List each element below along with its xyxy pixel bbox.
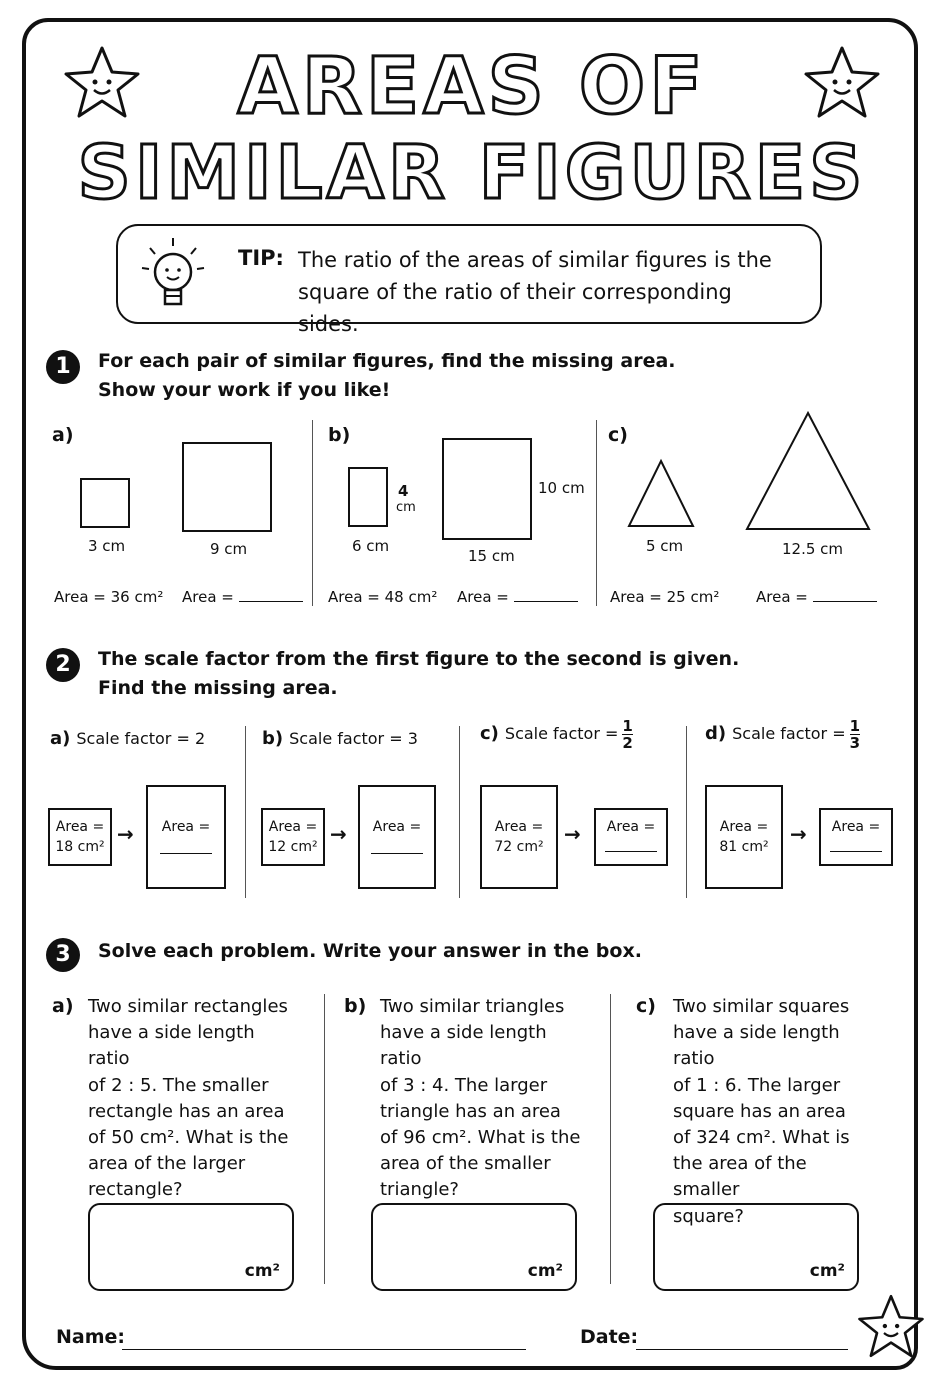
scale-factor-text: Scale factor =: [732, 724, 846, 743]
missing-area-box[interactable]: [358, 785, 436, 889]
problem-line: rectangle?: [88, 1179, 183, 1201]
problem-line: Two similar rectangles: [88, 996, 288, 1017]
answer-unit: cm²: [809, 1261, 845, 1281]
side-label: 6 cm: [352, 537, 390, 555]
problem-line: of 1 : 6. The larger: [673, 1074, 841, 1096]
fraction: [850, 718, 860, 751]
area-missing: [457, 588, 578, 606]
area-given: Area = 25 cm²: [610, 588, 720, 606]
problem-line: triangle has an area: [380, 1100, 561, 1122]
missing-area-box[interactable]: [819, 808, 893, 866]
problem-line: Two similar squares: [673, 996, 850, 1017]
page-title-line2: SIMILAR FIGURES: [77, 130, 867, 216]
section-1-instruction-line1: For each pair of similar figures, find the missing area.: [98, 350, 676, 372]
area-label: Area =: [268, 819, 318, 835]
name-label: Name:: [56, 1326, 126, 1348]
problem-line: square has an area: [673, 1100, 846, 1122]
area-value: 18 cm²: [55, 839, 105, 855]
section-2-number: 2: [46, 648, 80, 682]
scale-factor-label: [262, 728, 418, 749]
arrow-right-icon: →: [790, 822, 807, 846]
area-missing-label: Area =: [457, 588, 509, 606]
scale-factor-label: [50, 728, 205, 749]
answer-unit: cm²: [244, 1261, 280, 1281]
area-value: 81 cm²: [719, 839, 769, 855]
scale-factor-text: Scale factor = 2: [76, 729, 206, 748]
answer-box[interactable]: [653, 1203, 859, 1291]
star-smile-icon: [856, 1292, 926, 1360]
scale-factor-text: Scale factor = 3: [289, 729, 418, 748]
problem-text: [673, 994, 878, 1230]
answer-box[interactable]: [371, 1203, 577, 1291]
arrow-right-icon: →: [564, 822, 581, 846]
scale-factor-label: [705, 718, 860, 751]
divider: [312, 420, 313, 606]
tip-text: The ratio of the areas of similar figures is the square of the ratio of their corresponding sides.: [298, 248, 772, 336]
name-field[interactable]: [122, 1349, 526, 1350]
given-area-box: [705, 785, 783, 889]
date-label: Date:: [580, 1326, 639, 1348]
date-field[interactable]: [636, 1349, 848, 1350]
fraction-denominator: 2: [622, 734, 633, 752]
problem-letter: a): [52, 995, 74, 1017]
section-2-instruction-line1: The scale factor from the first figure to the second is given.: [98, 648, 740, 670]
problem-line: Two similar triangles: [380, 996, 565, 1017]
given-area-box: [261, 808, 325, 866]
large-triangle: [744, 410, 872, 532]
side-label: 4: [398, 482, 409, 500]
page-title-line1: AREAS OF: [237, 42, 707, 132]
given-area-box: [480, 785, 558, 889]
area-label: Area =: [372, 819, 422, 835]
area-value: 12 cm²: [268, 839, 318, 855]
problem-line: area of the larger: [88, 1153, 246, 1175]
section-1-instruction: [98, 347, 676, 405]
problem-text: [88, 994, 293, 1204]
area-label: Area =: [161, 819, 211, 835]
problem-line: triangle?: [380, 1179, 459, 1201]
answer-blank[interactable]: [514, 589, 578, 602]
problem-line: have a side length ratio: [88, 1022, 255, 1070]
large-rectangle: [442, 438, 532, 540]
answer-blank[interactable]: [239, 589, 303, 602]
side-label: 10 cm: [538, 479, 585, 497]
problem-line: of 96 cm². What is the: [380, 1127, 581, 1149]
problem-line: of 2 : 5. The smaller: [88, 1074, 269, 1096]
problem-line: of 3 : 4. The larger: [380, 1074, 548, 1096]
part-letter: d): [705, 723, 727, 744]
divider: [324, 994, 325, 1284]
section-1-instruction-line2: Show your work if you like!: [98, 379, 391, 401]
problem-line: of 50 cm². What is the: [88, 1127, 289, 1149]
section-1-number: 1: [46, 350, 80, 384]
side-label: 9 cm: [210, 540, 248, 558]
part-letter: c): [480, 723, 499, 744]
area-missing: [182, 588, 303, 606]
part-1a-letter: a): [52, 424, 74, 446]
scale-factor-label: [480, 718, 633, 751]
problem-line: the area of the smaller: [673, 1153, 807, 1201]
area-label: Area =: [719, 819, 769, 835]
arrow-right-icon: →: [330, 822, 347, 846]
answer-blank[interactable]: [830, 843, 882, 852]
area-missing-label: Area =: [182, 588, 234, 606]
side-label: 3 cm: [88, 537, 126, 555]
small-rectangle: [348, 467, 388, 527]
problem-line: area of the smaller: [380, 1153, 551, 1175]
area-given: Area = 36 cm²: [54, 588, 164, 606]
divider: [459, 726, 460, 898]
fraction: [622, 718, 632, 751]
problem-line: have a side length ratio: [380, 1022, 547, 1070]
missing-area-box[interactable]: [594, 808, 668, 866]
answer-blank[interactable]: [160, 845, 212, 854]
section-2-instruction: [98, 645, 739, 703]
problem-letter: c): [636, 995, 656, 1017]
tip-label: TIP:: [238, 246, 284, 270]
answer-box[interactable]: [88, 1203, 294, 1291]
answer-blank[interactable]: [605, 843, 657, 852]
problem-letter: b): [344, 995, 367, 1017]
part-1b-letter: b): [328, 424, 351, 446]
section-3-number: 3: [46, 938, 80, 972]
area-label: Area =: [494, 819, 544, 835]
part-letter: b): [262, 728, 284, 749]
answer-unit: cm²: [527, 1261, 563, 1281]
section-2-instruction-line2: Find the missing area.: [98, 677, 338, 699]
divider: [245, 726, 246, 898]
lightbulb-icon: [138, 236, 208, 320]
part-1c-letter: c): [608, 424, 628, 446]
side-label: 15 cm: [468, 547, 515, 565]
missing-area-box[interactable]: [146, 785, 226, 889]
side-label-unit: cm: [396, 500, 416, 515]
given-area-box: [48, 808, 112, 866]
area-label: Area =: [55, 819, 105, 835]
fraction-numerator: 1: [849, 717, 861, 735]
divider: [596, 420, 597, 606]
answer-blank[interactable]: [813, 589, 877, 602]
arrow-right-icon: →: [117, 822, 134, 846]
problem-line: rectangle has an area: [88, 1100, 285, 1122]
divider: [686, 726, 687, 898]
problem-line: square?: [673, 1205, 744, 1227]
problem-line: have a side length ratio: [673, 1022, 840, 1070]
answer-blank[interactable]: [371, 845, 423, 854]
side-label: 5 cm: [646, 537, 684, 555]
section-3-instruction: Solve each problem. Write your answer in the box.: [98, 940, 642, 962]
large-square: [182, 442, 272, 532]
small-square: [80, 478, 130, 528]
area-missing: [756, 588, 877, 606]
divider: [610, 994, 611, 1284]
area-missing-label: Area =: [756, 588, 808, 606]
area-given: Area = 48 cm²: [328, 588, 438, 606]
area-label: Area =: [831, 819, 881, 835]
side-label: 12.5 cm: [782, 540, 844, 558]
scale-factor-text: Scale factor =: [504, 724, 619, 743]
fraction-denominator: 3: [849, 734, 861, 752]
area-label: Area =: [606, 819, 656, 835]
part-letter: a): [50, 728, 71, 749]
problem-text: [380, 994, 585, 1204]
small-triangle: [626, 458, 696, 530]
tip-box: [116, 224, 822, 336]
area-value: 72 cm²: [494, 839, 544, 855]
problem-line: of 324 cm². What is: [673, 1127, 850, 1149]
fraction-numerator: 1: [622, 717, 633, 735]
